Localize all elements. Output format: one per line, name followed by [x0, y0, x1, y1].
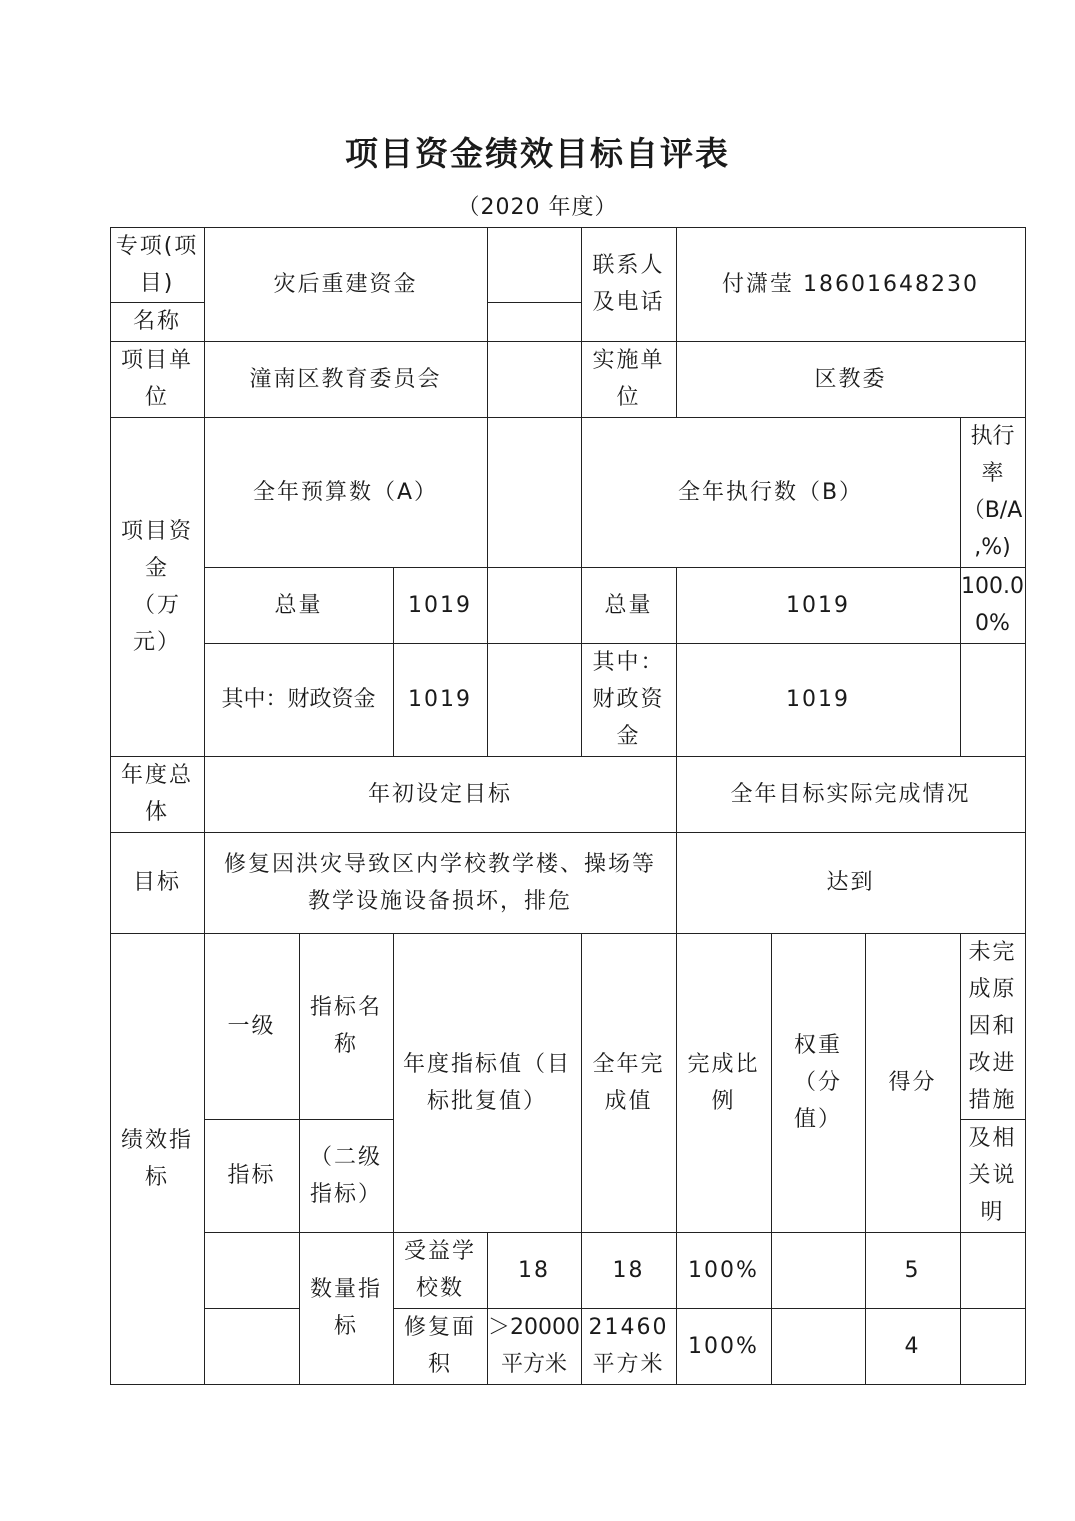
goal-actual-header: 全年目标实际完成情况 — [730, 781, 971, 807]
indicator-reason — [960, 1308, 1025, 1384]
reason-header: 未完 成原 因和 改进 措施 — [968, 939, 1017, 1113]
annual-goal-label-suffix: 目标 — [132, 870, 181, 895]
budget-total-value: 1019 — [408, 592, 472, 618]
goal-set-text: 修复因洪灾导致区内学校教学楼、操场等 教学设施设备损坏，排危 — [223, 851, 656, 914]
project-unit-value: 潼南区教育委员会 — [249, 366, 442, 392]
project-name-label-suffix: 名称 — [132, 309, 181, 334]
target-value-header: 年度指标值（目 标批复值） — [402, 1051, 571, 1114]
page-subtitle: （2020 年度） — [457, 195, 618, 220]
table-border-vertical — [1025, 227, 1026, 1385]
score-header: 得分 — [888, 1070, 937, 1095]
level1-header: 一级 — [227, 1013, 276, 1039]
completion-ratio-header: 完成比 例 — [687, 1051, 760, 1114]
indicators-label: 绩效指 标 — [120, 1127, 193, 1190]
table-border-horizontal — [487, 302, 582, 303]
annual-goal-label: 年度总 体 — [120, 763, 193, 825]
table-border-horizontal — [110, 1384, 1026, 1385]
actual-value-header: 全年完 成值 — [592, 1051, 665, 1114]
reason-header-suffix: 及相 关说 明 — [968, 1126, 1017, 1225]
exec-header: 全年执行数（B） — [677, 479, 864, 505]
indicator-ratio: 100% — [688, 1333, 759, 1359]
impl-unit-label: 实施单 位 — [592, 348, 665, 410]
weight-header: 权重 （分 值） — [793, 1033, 842, 1132]
budget-total-label: 总量 — [274, 592, 323, 618]
exec-total-value: 1019 — [786, 592, 850, 618]
exec-total-label: 总量 — [604, 592, 653, 618]
budget-header: 全年预算数（A） — [252, 479, 439, 505]
project-name-value: 灾后重建资金 — [273, 271, 418, 297]
table-border-horizontal — [204, 1308, 300, 1309]
indicator-target: 18 — [518, 1257, 550, 1283]
project-unit-label: 项目单 位 — [120, 348, 193, 410]
indicator-name-header-suffix: （二级 指标） — [309, 1144, 382, 1207]
indicator-score: 4 — [904, 1333, 921, 1359]
indicator-reason — [960, 1232, 1025, 1308]
funds-label: 项目资 金 （万 元） — [120, 518, 193, 655]
rate-header: 执行 率 （B/A ,%) — [962, 424, 1023, 560]
indicator-actual: 21460 平方米 — [588, 1315, 669, 1377]
goal-actual-text: 达到 — [826, 870, 875, 895]
budget-fiscal-value: 1019 — [408, 687, 472, 712]
indicator-weight — [771, 1308, 865, 1384]
budget-fiscal-label: 其中：财政资金 — [221, 687, 376, 712]
indicator-weight — [771, 1232, 865, 1308]
indicator-name-header: 指标名 称 — [309, 995, 382, 1057]
level1-header-suffix: 指标 — [227, 1163, 276, 1188]
exec-fiscal-label: 其中： 财政资 金 — [592, 650, 665, 749]
goal-set-header: 年初设定目标 — [367, 781, 512, 807]
indicator-actual: 18 — [612, 1257, 645, 1283]
table-border-vertical — [487, 227, 488, 757]
indicator-target: ＞20000 平方米 — [488, 1315, 580, 1377]
contact-label: 联系人 及电话 — [592, 253, 665, 315]
level2-indicator: 数量指 标 — [309, 1277, 382, 1339]
contact-value: 付潇莹 18601648230 — [722, 271, 979, 297]
indicator-name: 受益学 校数 — [403, 1239, 476, 1301]
exec-rate-value: 100.0 0% — [961, 574, 1024, 636]
project-name-label: 专项(项 目) — [115, 233, 199, 296]
exec-fiscal-value: 1019 — [786, 687, 850, 712]
indicator-name: 修复面 积 — [403, 1315, 476, 1377]
indicator-score: 5 — [904, 1257, 921, 1283]
indicator-ratio: 100% — [688, 1257, 759, 1283]
impl-unit-value: 区教委 — [814, 366, 887, 392]
page-title: 项目资金绩效目标自评表 — [345, 134, 730, 173]
